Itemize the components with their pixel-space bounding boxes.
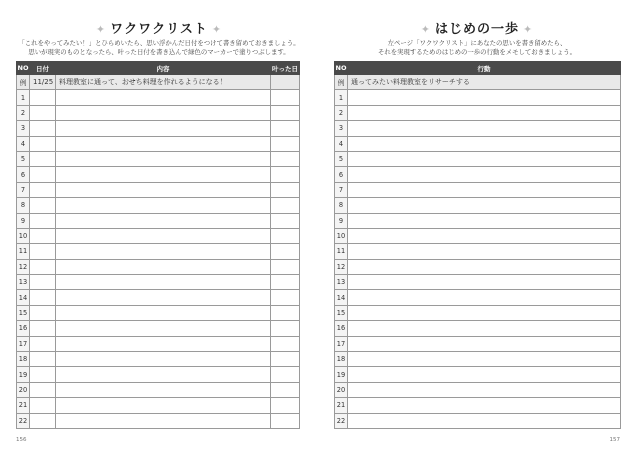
row-done-date	[271, 75, 300, 90]
row-content-cell[interactable]	[56, 290, 271, 305]
row-action-cell[interactable]	[348, 321, 621, 336]
row-done-date-cell[interactable]	[271, 105, 300, 120]
table-row	[335, 105, 621, 120]
row-no: 2	[335, 105, 348, 120]
row-date-cell[interactable]	[30, 105, 56, 120]
row-content: 料理教室に通って、おせち料理を作れるようになる！	[56, 75, 271, 90]
title-text: はじめの一歩	[434, 22, 519, 37]
row-done-date-cell[interactable]	[271, 121, 300, 136]
row-done-date-cell[interactable]	[271, 167, 300, 182]
header-action: 行動	[348, 62, 621, 75]
row-no: 例	[17, 75, 30, 90]
row-no: 16	[335, 321, 348, 336]
row-date-cell[interactable]	[30, 182, 56, 197]
row-content-cell[interactable]	[56, 336, 271, 351]
row-content-cell[interactable]	[56, 136, 271, 151]
row-date-cell[interactable]	[30, 228, 56, 243]
table-row	[17, 413, 300, 428]
sparkle-icon: ✦	[420, 23, 431, 36]
intro-line: 「これをやってみたい！」とひらめいたら、思い浮かんだ日付をつけて書き留めておきましょう。	[18, 39, 300, 47]
row-done-date-cell[interactable]	[271, 398, 300, 413]
row-date-cell[interactable]	[30, 275, 56, 290]
table-header-row	[17, 62, 300, 75]
row-no: 13	[335, 275, 348, 290]
row-no: 10	[335, 228, 348, 243]
row-action-cell[interactable]	[348, 167, 621, 182]
row-content-cell[interactable]	[56, 398, 271, 413]
row-no: 19	[17, 367, 30, 382]
row-done-date-cell[interactable]	[271, 244, 300, 259]
example-row	[17, 75, 300, 90]
row-action-cell[interactable]	[348, 305, 621, 320]
row-no: 18	[335, 352, 348, 367]
row-action: 通ってみたい料理教室をリサーチする	[348, 75, 621, 90]
row-action-cell[interactable]	[348, 213, 621, 228]
table-row	[335, 336, 621, 351]
row-done-date-cell[interactable]	[271, 213, 300, 228]
table-row	[335, 305, 621, 320]
row-no: 1	[335, 90, 348, 105]
right-page	[318, 0, 636, 457]
table-row	[17, 398, 300, 413]
row-action-cell[interactable]	[348, 182, 621, 197]
row-no: 3	[335, 121, 348, 136]
row-done-date-cell[interactable]	[271, 305, 300, 320]
row-done-date-cell[interactable]	[271, 90, 300, 105]
intro-line: 思いが現実のものとなったら、叶った日付を書き込んで緑色のマーカーで塗りつぶします。	[28, 48, 290, 56]
row-no: 17	[17, 336, 30, 351]
intro-line: それを実現するためのはじめの一歩の行動をメモしておきましょう。	[377, 48, 577, 56]
row-no: 11	[335, 244, 348, 259]
table-row	[17, 367, 300, 382]
table-header-row	[335, 62, 621, 75]
row-no: 6	[17, 167, 30, 182]
row-date-cell[interactable]	[30, 305, 56, 320]
row-done-date-cell[interactable]	[271, 382, 300, 397]
header-done-date: 叶った日	[271, 62, 300, 75]
table-row	[335, 321, 621, 336]
row-action-cell[interactable]	[348, 244, 621, 259]
row-no: 4	[335, 136, 348, 151]
table-row	[17, 336, 300, 351]
table-row	[17, 90, 300, 105]
table-row	[335, 182, 621, 197]
row-no: 1	[17, 90, 30, 105]
table-row	[17, 213, 300, 228]
row-date-cell[interactable]	[30, 352, 56, 367]
header-content: 内容	[56, 62, 271, 75]
row-action-cell[interactable]	[348, 413, 621, 428]
row-no: 17	[335, 336, 348, 351]
row-done-date-cell[interactable]	[271, 352, 300, 367]
row-date-cell[interactable]	[30, 121, 56, 136]
row-no: 11	[17, 244, 30, 259]
page-title	[0, 18, 318, 37]
row-content-cell[interactable]	[56, 182, 271, 197]
row-action-cell[interactable]	[348, 336, 621, 351]
row-action-cell[interactable]	[348, 105, 621, 120]
row-done-date-cell[interactable]	[271, 290, 300, 305]
table-row	[17, 167, 300, 182]
row-action-cell[interactable]	[348, 228, 621, 243]
row-date-cell[interactable]	[30, 367, 56, 382]
row-no: 20	[17, 382, 30, 397]
table-row	[17, 305, 300, 320]
header-no: NO	[17, 62, 30, 75]
header-no: NO	[335, 62, 348, 75]
table-row	[17, 290, 300, 305]
row-content-cell[interactable]	[56, 321, 271, 336]
row-content-cell[interactable]	[56, 198, 271, 213]
row-date-cell[interactable]	[30, 413, 56, 428]
row-no: 6	[335, 167, 348, 182]
row-no: 15	[17, 305, 30, 320]
wakuwaku-table	[16, 61, 300, 429]
row-content-cell[interactable]	[56, 121, 271, 136]
intro-line: 左ページ「ワクワクリスト」にあなたの思いを書き留めたら、	[387, 39, 567, 47]
table-row	[17, 151, 300, 166]
row-date-cell[interactable]	[30, 90, 56, 105]
table-row	[17, 382, 300, 397]
row-content-cell[interactable]	[56, 167, 271, 182]
row-action-cell[interactable]	[348, 151, 621, 166]
row-date-cell[interactable]	[30, 398, 56, 413]
row-no: 14	[17, 290, 30, 305]
first-step-table	[334, 61, 621, 429]
row-no: 12	[335, 259, 348, 274]
row-no: 7	[335, 182, 348, 197]
table-row	[335, 290, 621, 305]
row-content-cell[interactable]	[56, 382, 271, 397]
row-done-date-cell[interactable]	[271, 198, 300, 213]
row-action-cell[interactable]	[348, 259, 621, 274]
row-date-cell[interactable]	[30, 290, 56, 305]
row-no: 22	[335, 413, 348, 428]
row-action-cell[interactable]	[348, 290, 621, 305]
row-no: 22	[17, 413, 30, 428]
row-action-cell[interactable]	[348, 367, 621, 382]
row-content-cell[interactable]	[56, 105, 271, 120]
table-row	[17, 228, 300, 243]
table-row	[335, 398, 621, 413]
row-no: 18	[17, 352, 30, 367]
row-done-date-cell[interactable]	[271, 321, 300, 336]
row-no: 21	[335, 398, 348, 413]
row-no: 4	[17, 136, 30, 151]
row-date-cell[interactable]	[30, 151, 56, 166]
row-content-cell[interactable]	[56, 367, 271, 382]
row-content-cell[interactable]	[56, 413, 271, 428]
table-row	[335, 259, 621, 274]
table-row	[335, 244, 621, 259]
page-title	[318, 18, 636, 37]
table-row	[335, 121, 621, 136]
table-row	[335, 275, 621, 290]
row-no: 5	[335, 151, 348, 166]
row-no: 9	[17, 213, 30, 228]
row-no: 9	[335, 213, 348, 228]
header-date: 日付	[30, 62, 56, 75]
table-row	[335, 367, 621, 382]
row-no: 例	[335, 75, 348, 90]
row-no: 10	[17, 228, 30, 243]
row-no: 21	[17, 398, 30, 413]
row-done-date-cell[interactable]	[271, 228, 300, 243]
row-action-cell[interactable]	[348, 275, 621, 290]
row-action-cell[interactable]	[348, 382, 621, 397]
row-content-cell[interactable]	[56, 259, 271, 274]
row-no: 20	[335, 382, 348, 397]
table-row	[335, 151, 621, 166]
table-row	[335, 382, 621, 397]
table-row	[335, 413, 621, 428]
table-row	[335, 136, 621, 151]
row-action-cell[interactable]	[348, 136, 621, 151]
row-done-date-cell[interactable]	[271, 151, 300, 166]
table-row	[335, 167, 621, 182]
row-content-cell[interactable]	[56, 352, 271, 367]
row-action-cell[interactable]	[348, 121, 621, 136]
table-row	[17, 121, 300, 136]
intro-text	[318, 39, 636, 57]
row-date-cell[interactable]	[30, 259, 56, 274]
row-content-cell[interactable]	[56, 90, 271, 105]
example-row	[335, 75, 621, 90]
page-number: 156	[16, 437, 27, 443]
table-row	[17, 275, 300, 290]
row-date-cell[interactable]	[30, 382, 56, 397]
table-row	[17, 198, 300, 213]
table-row	[335, 352, 621, 367]
title-text: ワクワクリスト	[110, 22, 208, 37]
row-content-cell[interactable]	[56, 275, 271, 290]
row-content-cell[interactable]	[56, 305, 271, 320]
row-no: 5	[17, 151, 30, 166]
row-done-date-cell[interactable]	[271, 367, 300, 382]
row-no: 8	[335, 198, 348, 213]
sparkle-icon: ✦	[211, 23, 223, 36]
row-content-cell[interactable]	[56, 151, 271, 166]
row-no: 13	[17, 275, 30, 290]
row-no: 15	[335, 305, 348, 320]
row-action-cell[interactable]	[348, 90, 621, 105]
sparkle-icon: ✦	[523, 23, 534, 36]
row-content-cell[interactable]	[56, 213, 271, 228]
row-date-cell[interactable]	[30, 167, 56, 182]
row-content-cell[interactable]	[56, 244, 271, 259]
sparkle-icon: ✦	[95, 23, 107, 36]
table-row	[17, 244, 300, 259]
row-done-date-cell[interactable]	[271, 336, 300, 351]
table-row	[17, 352, 300, 367]
row-no: 2	[17, 105, 30, 120]
row-action-cell[interactable]	[348, 398, 621, 413]
row-action-cell[interactable]	[348, 352, 621, 367]
table-row	[335, 90, 621, 105]
row-done-date-cell[interactable]	[271, 182, 300, 197]
row-no: 8	[17, 198, 30, 213]
row-no: 16	[17, 321, 30, 336]
row-no: 14	[335, 290, 348, 305]
table-row	[335, 228, 621, 243]
row-date-cell[interactable]	[30, 198, 56, 213]
table-row	[17, 105, 300, 120]
page-number: 157	[609, 437, 620, 443]
row-no: 7	[17, 182, 30, 197]
row-done-date-cell[interactable]	[271, 259, 300, 274]
table-row	[17, 259, 300, 274]
row-done-date-cell[interactable]	[271, 413, 300, 428]
row-action-cell[interactable]	[348, 198, 621, 213]
table-row	[17, 182, 300, 197]
row-no: 19	[335, 367, 348, 382]
row-date-cell[interactable]	[30, 244, 56, 259]
row-date-cell[interactable]	[30, 321, 56, 336]
row-content-cell[interactable]	[56, 228, 271, 243]
row-done-date-cell[interactable]	[271, 275, 300, 290]
row-date-cell[interactable]	[30, 336, 56, 351]
intro-text	[0, 39, 318, 57]
row-date-cell[interactable]	[30, 213, 56, 228]
table-row	[335, 198, 621, 213]
row-date-cell[interactable]	[30, 136, 56, 151]
row-done-date-cell[interactable]	[271, 136, 300, 151]
table-row	[335, 213, 621, 228]
row-no: 3	[17, 121, 30, 136]
table-row	[17, 136, 300, 151]
table-row	[17, 321, 300, 336]
row-no: 12	[17, 259, 30, 274]
row-date: 11/25	[30, 75, 56, 90]
